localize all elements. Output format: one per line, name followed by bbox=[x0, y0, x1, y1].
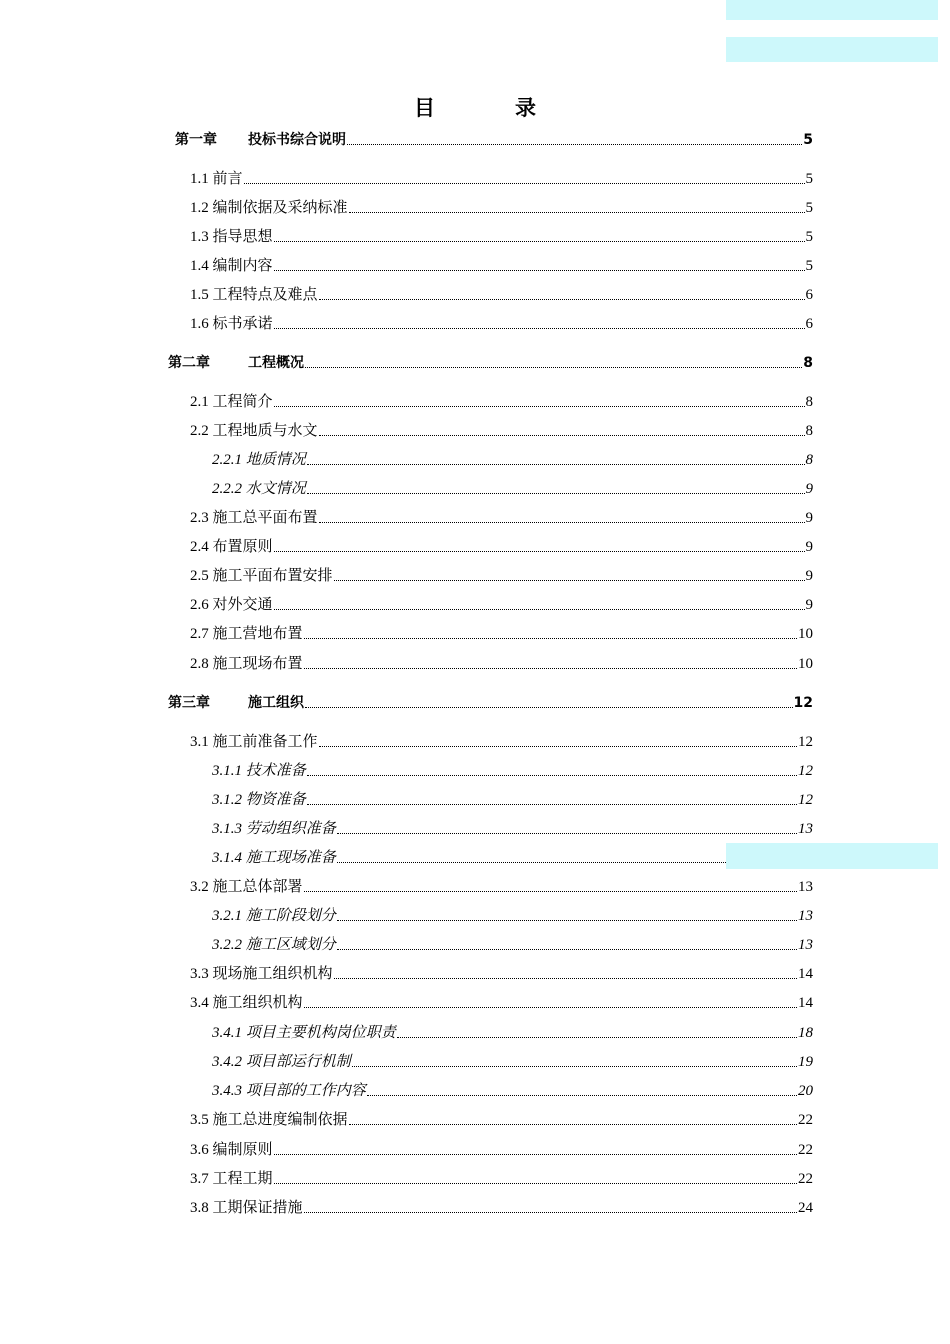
toc-page-number: 9 bbox=[805, 510, 813, 526]
toc-page-number: 22 bbox=[798, 1171, 813, 1187]
toc-section-entry[interactable] bbox=[190, 537, 813, 557]
toc-page-number: 13 bbox=[798, 937, 813, 953]
toc-section-entry[interactable] bbox=[190, 392, 813, 412]
toc-title bbox=[0, 92, 950, 122]
toc-section-entry[interactable] bbox=[190, 595, 813, 615]
toc-leader-dots bbox=[274, 269, 805, 271]
toc-page-number: 13 bbox=[798, 908, 813, 924]
toc-section-entry[interactable] bbox=[190, 256, 813, 276]
toc-leader-dots bbox=[337, 919, 797, 921]
toc-leader-dots bbox=[274, 1153, 797, 1155]
toc-entry-label: 3.7 工程工期 bbox=[190, 1171, 273, 1187]
toc-leader-dots bbox=[274, 327, 805, 329]
toc-section-entry[interactable] bbox=[190, 654, 813, 674]
toc-entry-label: 2.7 施工营地布置 bbox=[190, 626, 303, 642]
toc-page-number: 9 bbox=[805, 539, 813, 555]
toc-subsection-entry[interactable] bbox=[212, 848, 813, 868]
toc-leader-dots bbox=[352, 1065, 797, 1067]
toc-page-number: 8 bbox=[803, 355, 813, 371]
toc-entry-label: 2.3 施工总平面布置 bbox=[190, 510, 318, 526]
toc-entry-label: 3.1.4 施工现场准备 bbox=[212, 850, 336, 866]
toc-leader-dots bbox=[304, 667, 797, 669]
toc-leader-dots bbox=[319, 745, 797, 747]
toc-entry-label: 3.2.2 施工区域划分 bbox=[212, 937, 336, 953]
toc-section-entry[interactable] bbox=[190, 877, 813, 897]
toc-section-entry[interactable] bbox=[190, 508, 813, 528]
toc-entry-label: 2.5 施工平面布置安排 bbox=[190, 568, 333, 584]
toc-entry-label: 3.4.2 项目部运行机制 bbox=[212, 1054, 351, 1070]
toc-page-number: 8 bbox=[805, 394, 813, 410]
toc-leader-dots bbox=[304, 1006, 797, 1008]
toc-entry-label: 3.1.1 技术准备 bbox=[212, 763, 306, 779]
toc-page-number: 13 bbox=[798, 821, 813, 837]
toc-entry-label: 3.2 施工总体部署 bbox=[190, 879, 303, 895]
toc-entry-label: 3.1 施工前准备工作 bbox=[190, 734, 318, 750]
toc-entry-label: 3.5 施工总进度编制依据 bbox=[190, 1112, 348, 1128]
toc-chapter-number: 第二章 bbox=[168, 355, 210, 371]
toc-leader-dots bbox=[307, 803, 797, 805]
toc-entry-label: 1.1 前言 bbox=[190, 171, 243, 187]
toc-leader-dots bbox=[337, 832, 797, 834]
toc-entry-label: 1.2 编制依据及采纳标准 bbox=[190, 200, 348, 216]
toc-page-number: 8 bbox=[805, 423, 813, 439]
toc-entry-label: 1.6 标书承诺 bbox=[190, 316, 273, 332]
toc-leader-dots bbox=[274, 550, 805, 552]
toc-leader-dots bbox=[274, 240, 805, 242]
toc-entry-label: 2.4 布置原则 bbox=[190, 539, 273, 555]
toc-subsection-entry[interactable] bbox=[212, 819, 813, 839]
toc-page-number: 5 bbox=[805, 258, 813, 274]
toc-section-entry[interactable] bbox=[190, 1110, 813, 1130]
toc-page-number: 12 bbox=[798, 792, 813, 808]
toc-section-entry[interactable] bbox=[190, 198, 813, 218]
toc-section-entry[interactable] bbox=[190, 624, 813, 644]
toc-entry-label: 3.3 现场施工组织机构 bbox=[190, 966, 333, 982]
toc-page-number: 5 bbox=[805, 229, 813, 245]
highlight-block-top bbox=[726, 0, 938, 20]
toc-page-number: 12 bbox=[798, 763, 813, 779]
toc-page-number: 10 bbox=[798, 626, 813, 642]
toc-entry-label: 2.8 施工现场布置 bbox=[190, 656, 303, 672]
toc-page-number: 10 bbox=[798, 656, 813, 672]
toc-subsection-entry[interactable] bbox=[212, 450, 813, 470]
toc-leader-dots bbox=[304, 890, 797, 892]
toc-leader-dots bbox=[304, 637, 797, 639]
toc-section-entry[interactable] bbox=[190, 285, 813, 305]
toc-chapter-label bbox=[168, 693, 304, 713]
toc-entry-label: 3.8 工期保证措施 bbox=[190, 1200, 303, 1216]
highlight-block-middle bbox=[726, 843, 938, 869]
toc-chapter-title: 施工组织 bbox=[248, 695, 304, 711]
toc-section-entry[interactable] bbox=[190, 1169, 813, 1189]
toc-title-right: 录 bbox=[515, 96, 536, 120]
toc-entry-label: 1.5 工程特点及难点 bbox=[190, 287, 318, 303]
toc-section-entry[interactable] bbox=[190, 421, 813, 441]
toc-page-number: 22 bbox=[798, 1112, 813, 1128]
toc-leader-dots bbox=[305, 706, 793, 708]
toc-section-entry[interactable] bbox=[190, 732, 813, 752]
toc-chapter-number: 第三章 bbox=[168, 695, 210, 711]
toc-page-number: 14 bbox=[798, 966, 813, 982]
toc-section-entry[interactable] bbox=[190, 169, 813, 189]
toc-entry-label: 3.6 编制原则 bbox=[190, 1142, 273, 1158]
toc-subsection-entry[interactable] bbox=[212, 1081, 813, 1101]
toc-page-number: 9 bbox=[805, 568, 813, 584]
toc-page-number: 5 bbox=[803, 132, 813, 148]
toc-leader-dots bbox=[334, 579, 805, 581]
toc-section-entry[interactable] bbox=[190, 1140, 813, 1160]
toc-page-number: 9 bbox=[805, 481, 813, 497]
toc-page-number: 12 bbox=[793, 695, 813, 711]
toc-chapter-label bbox=[168, 353, 304, 373]
toc-page-number: 22 bbox=[798, 1142, 813, 1158]
toc-subsection-entry[interactable] bbox=[212, 935, 813, 955]
toc-section-entry[interactable] bbox=[190, 993, 813, 1013]
toc-page-number: 9 bbox=[805, 597, 813, 613]
toc-entry-label: 3.4 施工组织机构 bbox=[190, 995, 303, 1011]
toc-chapter-entry[interactable] bbox=[168, 693, 813, 713]
toc-entry-label: 3.1.2 物资准备 bbox=[212, 792, 306, 808]
toc-page-number: 6 bbox=[805, 316, 813, 332]
toc-leader-dots bbox=[274, 1182, 797, 1184]
highlight-block-upper bbox=[726, 37, 938, 62]
toc-leader-dots bbox=[304, 1211, 797, 1213]
toc-leader-dots bbox=[305, 366, 802, 368]
toc-entry-label: 2.2.2 水文情况 bbox=[212, 481, 306, 497]
toc-section-entry[interactable] bbox=[190, 227, 813, 247]
toc-chapter-title: 工程概况 bbox=[248, 355, 304, 371]
toc-subsection-entry[interactable] bbox=[212, 1052, 813, 1072]
toc-page-number: 12 bbox=[798, 734, 813, 750]
toc-entry-label: 2.6 对外交通 bbox=[190, 597, 273, 613]
toc-leader-dots bbox=[349, 211, 805, 213]
toc-page-number: 5 bbox=[805, 171, 813, 187]
toc-section-entry[interactable] bbox=[190, 314, 813, 334]
toc-leader-dots bbox=[334, 977, 797, 979]
toc-subsection-entry[interactable] bbox=[212, 761, 813, 781]
toc-leader-dots bbox=[244, 182, 805, 184]
toc-leader-dots bbox=[274, 405, 805, 407]
toc-entry-label: 3.4.3 项目部的工作内容 bbox=[212, 1083, 366, 1099]
toc-leader-dots bbox=[347, 143, 802, 145]
toc-entry-label: 3.1.3 劳动组织准备 bbox=[212, 821, 336, 837]
toc-entry-label: 1.3 指导思想 bbox=[190, 229, 273, 245]
toc-section-entry[interactable] bbox=[190, 964, 813, 984]
toc-leader-dots bbox=[319, 521, 805, 523]
toc-chapter-entry[interactable] bbox=[175, 130, 813, 150]
toc-leader-dots bbox=[307, 463, 805, 465]
toc-entry-label: 3.2.1 施工阶段划分 bbox=[212, 908, 336, 924]
toc-leader-dots bbox=[319, 434, 805, 436]
toc-subsection-entry[interactable] bbox=[212, 790, 813, 810]
toc-title-left: 目 bbox=[414, 96, 435, 120]
toc-section-entry[interactable] bbox=[190, 1198, 813, 1218]
toc-subsection-entry[interactable] bbox=[212, 479, 813, 499]
toc-page-number: 8 bbox=[805, 452, 813, 468]
toc-page-number: 6 bbox=[805, 287, 813, 303]
toc-chapter-label bbox=[175, 130, 346, 150]
toc-page-number: 20 bbox=[798, 1083, 813, 1099]
toc-subsection-entry[interactable] bbox=[212, 1023, 813, 1043]
toc-entry-label: 2.1 工程简介 bbox=[190, 394, 273, 410]
toc-page-number: 18 bbox=[798, 1025, 813, 1041]
toc-leader-dots bbox=[367, 1094, 797, 1096]
toc-leader-dots bbox=[307, 774, 797, 776]
toc-page-number: 24 bbox=[798, 1200, 813, 1216]
toc-page-number: 5 bbox=[805, 200, 813, 216]
toc-leader-dots bbox=[337, 948, 797, 950]
toc-page-number: 19 bbox=[798, 1054, 813, 1070]
toc-chapter-number: 第一章 bbox=[175, 132, 217, 148]
toc-entry-label: 2.2 工程地质与水文 bbox=[190, 423, 318, 439]
toc-entry-label: 1.4 编制内容 bbox=[190, 258, 273, 274]
toc-chapter-entry[interactable] bbox=[168, 353, 813, 373]
toc-leader-dots bbox=[274, 608, 805, 610]
toc-entry-label: 3.4.1 项目主要机构岗位职责 bbox=[212, 1025, 396, 1041]
toc-chapter-title: 投标书综合说明 bbox=[248, 132, 346, 148]
toc-leader-dots bbox=[307, 492, 805, 494]
toc-subsection-entry[interactable] bbox=[212, 906, 813, 926]
toc-section-entry[interactable] bbox=[190, 566, 813, 586]
toc-leader-dots bbox=[349, 1123, 797, 1125]
toc-leader-dots bbox=[319, 298, 805, 300]
toc-entry-label: 2.2.1 地质情况 bbox=[212, 452, 306, 468]
toc-page-number: 13 bbox=[798, 879, 813, 895]
toc-page-number: 14 bbox=[798, 995, 813, 1011]
toc-leader-dots bbox=[397, 1036, 797, 1038]
